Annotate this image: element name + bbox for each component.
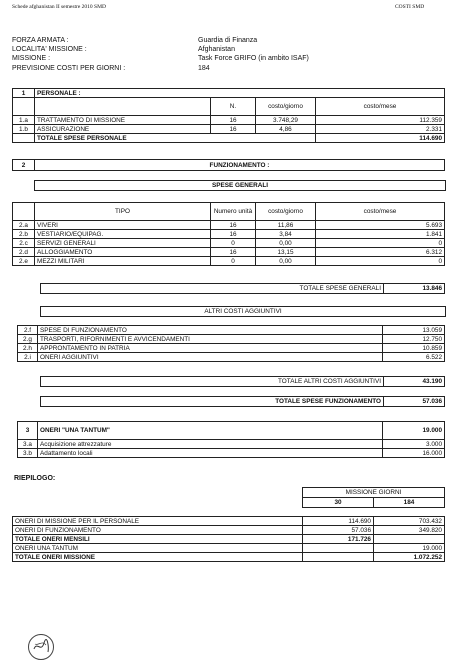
section-number: 1 (13, 89, 35, 98)
col-header-184: 184 (374, 498, 445, 508)
table-row: 2.d ALLOGGIAMENTO 16 13,15 6.312 (13, 248, 445, 257)
altri-costi-table (17, 325, 445, 362)
col-header-n: N. (211, 98, 256, 116)
una-tantum-header-row (18, 422, 445, 440)
spese-generali-title: SPESE GENERALI (211, 182, 269, 189)
table-row: 2.e MEZZI MILITARI 0 0,00 0 (13, 257, 445, 266)
total-funzionamento (40, 396, 445, 407)
table-row: 2.f SPESE DI FUNZIONAMENTO 13.059 (18, 326, 445, 335)
columns-row (13, 203, 445, 221)
personale-table (12, 88, 445, 143)
table-row: TOTALE ONERI MISSIONE 1.072.252 (13, 553, 445, 562)
total-value: 57.036 (384, 397, 445, 407)
page-header-code: COSTI SMD (395, 4, 425, 10)
info-label-missione: MISSIONE : (12, 55, 51, 62)
funzionamento-header (12, 159, 445, 171)
col-header-numero: Numero unità (211, 203, 256, 221)
table-row: 2.h APPRONTAMENTO IN PATRIA 10.859 (18, 344, 445, 353)
section-total: 19.000 (383, 422, 445, 440)
info-value-missione: Task Force GRIFO (in ambito ISAF) (198, 55, 309, 62)
table-row: 1.b ASSICURAZIONE 16 4,86 2.331 (13, 125, 445, 134)
col-header-tipo: TIPO (35, 203, 211, 221)
stamp-seal (28, 634, 54, 660)
col-header-costo-giorno: costo/giorno (256, 98, 316, 116)
section-title: FUNZIONAMENTO : (35, 160, 445, 171)
col-group-header: MISSIONE GIORNI (303, 488, 445, 498)
table-row: 1.a TRATTAMENTO DI MISSIONE 16 3.748,29 112.359 (13, 116, 445, 125)
col-header-costo-mese: costo/mese (316, 203, 445, 221)
page-header-title: Schede afghanistan II semestre 2010 SMD (12, 4, 106, 10)
total-altri-costi (40, 376, 445, 387)
table-row: 2.i ONERI AGGIUNTIVI 6.522 (18, 353, 445, 362)
table-row: ONERI DI FUNZIONAMENTO 57.036 349.820 (13, 526, 445, 535)
col-header-30: 30 (303, 498, 374, 508)
total-label: TOTALE SPESE GENERALI (41, 284, 384, 294)
col-header-costo-giorno: costo/giorno (256, 203, 316, 221)
riepilogo-table (12, 516, 445, 562)
table-row: 2.g TRASPORTI, RIFORNIMENTI E AVVICENDAMENTI 12.750 (18, 335, 445, 344)
riepilogo-columns (302, 487, 445, 508)
total-spese-generali (40, 283, 445, 294)
total-label: TOTALE ALTRI COSTI AGGIUNTIVI (41, 377, 384, 387)
una-tantum-table (17, 421, 445, 458)
total-value: 43.190 (384, 377, 445, 387)
table-row: 2.c SERVIZI GENERALI 0 0,00 0 (13, 239, 445, 248)
section-number: 3 (18, 422, 38, 440)
total-label: TOTALE SPESE PERSONALE (35, 134, 316, 143)
section-title: PERSONALE : (35, 89, 445, 98)
total-value: 114.690 (316, 134, 445, 143)
table-row: ONERI DI MISSIONE PER IL PERSONALE 114.690 703.432 (13, 517, 445, 526)
col-header-costo-mese: costo/mese (316, 98, 445, 116)
info-label-forza: FORZA ARMATA : (12, 37, 69, 44)
personale-columns-row (13, 98, 445, 116)
info-value-giorni: 184 (198, 65, 210, 72)
section-number: 2 (13, 160, 35, 171)
spese-generali-table (12, 202, 445, 266)
table-row: TOTALE ONERI MENSILI 171.726 (13, 535, 445, 544)
total-value: 13.846 (384, 284, 445, 294)
table-row: 2.a VIVERI 16 11,86 5.693 (13, 221, 445, 230)
table-row: ONERI UNA TANTUM 19.000 (13, 544, 445, 553)
section-title: ONERI "UNA TANTUM" (38, 422, 383, 440)
info-label-localita: LOCALITA' MISSIONE : (12, 46, 87, 53)
table-row: 3.a Acquisizione attrezzature 3.000 (18, 440, 445, 449)
table-row: 2.b VESTIARIO/EQUIPAG. 16 3,84 1.841 (13, 230, 445, 239)
info-value-forza: Guardia di Finanza (198, 37, 258, 44)
altri-costi-title: ALTRI COSTI AGGIUNTIVI (204, 308, 282, 315)
info-value-localita: Afghanistan (198, 46, 235, 53)
total-row (13, 134, 445, 143)
total-label: TOTALE SPESE FUNZIONAMENTO (41, 397, 384, 407)
personale-header-row (13, 89, 445, 98)
riepilogo-title: RIEPILOGO: (14, 475, 56, 482)
info-label-giorni: PREVISIONE COSTI PER GIORNI : (12, 65, 126, 72)
table-row: 3.b Adattamento locali 16.000 (18, 449, 445, 458)
